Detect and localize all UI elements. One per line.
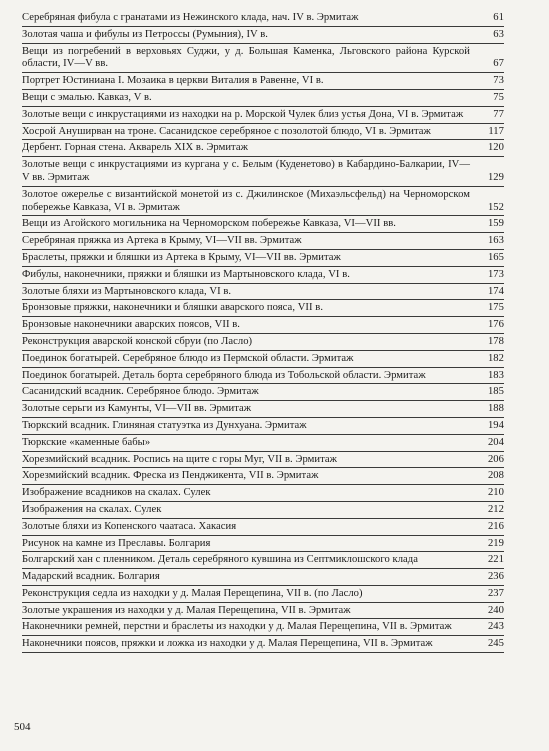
entry-caption: Серебряная пряжка из Артека в Крыму, VI—VII вв. Эрмитаж	[22, 235, 302, 247]
entry-caption: Наконечники ремней, перстни и браслеты из находки у д. Малая Перещепина, VII в. Эрмитаж	[22, 621, 452, 633]
list-item	[22, 384, 504, 401]
entry-page-number: 117	[488, 125, 504, 137]
entry-caption: Золотые вещи с инкрустациями из кургана у с. Белым (Куденетово) в Кабардино-Балкарии, IV—V вв. Эрмитаж	[22, 159, 470, 183]
list-item	[22, 452, 504, 469]
list-item	[22, 73, 504, 90]
entry-caption: Тюркские «каменные бабы»	[22, 436, 151, 448]
list-item	[22, 468, 504, 485]
entry-page-number: 219	[487, 537, 504, 549]
entry-page-number: 194	[487, 419, 504, 431]
entry-page-number: 174	[487, 285, 504, 297]
list-item	[22, 552, 504, 569]
entry-page-number: 120	[487, 142, 504, 154]
list-item	[22, 435, 504, 452]
entry-page-number: 245	[487, 638, 504, 650]
entry-caption: Мадарский всадник. Болгария	[22, 571, 160, 583]
list-item	[22, 519, 504, 536]
list-item	[22, 140, 504, 157]
entry-page-number: 221	[487, 554, 504, 566]
entry-page-number: 210	[487, 487, 504, 499]
entry-caption: Изображение всадников на скалах. Сулек	[22, 487, 211, 499]
entry-caption: Вещи из Агойского могильника на Черноморском побережье Кавказа, VI—VII вв.	[22, 218, 397, 230]
list-item	[22, 351, 504, 368]
list-item	[22, 569, 504, 586]
entry-caption: Фибулы, наконечники, пряжки и бляшки из Мартыновского клада, VI в.	[22, 268, 350, 280]
entry-page-number: 175	[487, 302, 504, 314]
list-item	[22, 418, 504, 435]
entry-page-number: 206	[487, 453, 504, 465]
list-item	[22, 187, 504, 217]
entry-page-number: 243	[487, 621, 504, 633]
list-item	[22, 90, 504, 107]
list-item	[22, 44, 504, 74]
entry-page-number: 183	[487, 369, 504, 381]
list-item	[22, 216, 504, 233]
list-item	[22, 10, 504, 27]
entry-page-number: 236	[487, 571, 504, 583]
entry-page-number: 176	[487, 319, 504, 331]
entry-caption: Изображения на скалах. Сулек	[22, 503, 162, 515]
entry-page-number: 163	[487, 235, 504, 247]
list-item	[22, 401, 504, 418]
entry-caption: Браслеты, пряжки и бляшки из Артека в Крыму, VI—VII вв. Эрмитаж	[22, 251, 341, 263]
entry-caption: Реконструкция седла из находки у д. Малая Перещепина, VII в. (по Ласло)	[22, 587, 363, 599]
list-item	[22, 368, 504, 385]
entry-caption: Хосрой Ануширван на троне. Сасанидское серебряное с позолотой блюдо, VI в. Эрмитаж	[22, 125, 431, 137]
entry-page-number: 212	[487, 503, 504, 515]
list-item	[22, 502, 504, 519]
illustrations-list	[22, 10, 504, 653]
entry-caption: Поединок богатырей. Серебряное блюдо из Пермской области. Эрмитаж	[22, 352, 354, 364]
entry-caption: Бронзовые наконечники аварских поясов, VII в.	[22, 319, 240, 331]
list-item	[22, 267, 504, 284]
list-item	[22, 107, 504, 124]
entry-page-number: 208	[487, 470, 504, 482]
list-item	[22, 27, 504, 44]
entry-caption: Золотая чаша и фибулы из Петроссы (Румыния), IV в.	[22, 28, 269, 40]
entry-caption: Поединок богатырей. Деталь борта серебряного блюда из Тобольской области. Эрмитаж	[22, 369, 426, 381]
page-number: 504	[14, 721, 31, 733]
entry-page-number: 67	[493, 58, 504, 70]
entry-caption: Портрет Юстиниана I. Мозаика в церкви Виталия в Равенне, VI в.	[22, 75, 324, 87]
entry-caption: Тюркский всадник. Глиняная статуэтка из Дунхуана. Эрмитаж	[22, 419, 307, 431]
list-item	[22, 603, 504, 620]
entry-page-number: 73	[493, 75, 504, 87]
entry-caption: Хорезмийский всадник. Роспись на щите с горы Муг, VII в. Эрмитаж	[22, 453, 338, 465]
entry-caption: Рисунок на камне из Преславы. Болгария	[22, 537, 211, 549]
entry-page-number: 129	[487, 171, 504, 183]
entry-caption: Золотые бляхи из Копенского чаатаса. Хакасия	[22, 520, 237, 532]
list-item	[22, 619, 504, 636]
list-item	[22, 250, 504, 267]
list-item	[22, 636, 504, 653]
entry-caption: Бронзовые пряжки, наконечники и бляшки аварского пояса, VII в.	[22, 302, 324, 314]
entry-page-number: 237	[487, 587, 504, 599]
entry-page-number: 173	[487, 268, 504, 280]
entry-caption: Золотые украшения из находки у д. Малая Перещепина, VII в. Эрмитаж	[22, 604, 351, 616]
entry-caption: Наконечники поясов, пряжки и ложка из находки у д. Малая Перещепина, VII в. Эрмитаж	[22, 638, 433, 650]
entry-caption: Вещи с эмалью. Кавказ, V в.	[22, 91, 152, 103]
list-item	[22, 300, 504, 317]
entry-page-number: 165	[487, 251, 504, 263]
list-item	[22, 317, 504, 334]
entry-page-number: 204	[487, 436, 504, 448]
entry-caption: Хорезмийский всадник. Фреска из Пенджикента, VII в. Эрмитаж	[22, 470, 319, 482]
entry-page-number: 63	[493, 28, 504, 40]
entry-page-number: 182	[487, 352, 504, 364]
entry-caption: Золотые вещи с инкрустациями из находки на р. Морской Чулек близ устья Дона, VI в. Эрмитаж	[22, 108, 464, 120]
entry-caption: Дербент. Горная стена. Акварель XIX в. Эрмитаж	[22, 142, 248, 154]
entry-page-number: 152	[487, 201, 504, 213]
entry-caption: Сасанидский всадник. Серебряное блюдо. Эрмитаж	[22, 386, 259, 398]
entry-page-number: 178	[487, 335, 504, 347]
entry-caption: Болгарский хан с пленником. Деталь серебряного кувшина из Септмиклошского клада	[22, 554, 418, 566]
entry-caption: Золотые бляхи из Мартыновского клада, VI в.	[22, 285, 232, 297]
list-item	[22, 586, 504, 603]
list-item	[22, 233, 504, 250]
entry-caption: Серебряная фибула с гранатами из Нежинского клада, нач. IV в. Эрмитаж	[22, 12, 359, 23]
entry-page-number: 185	[487, 386, 504, 398]
list-item	[22, 334, 504, 351]
entry-page-number: 240	[487, 604, 504, 616]
entry-page-number: 61	[493, 12, 504, 23]
entry-caption: Золотое ожерелье с византийской монетой из с. Джилинское (Михаэльсфельд) на Черноморском побережье Кавказа, VI в. Эрмитаж	[22, 188, 470, 213]
list-item	[22, 284, 504, 301]
list-item	[22, 536, 504, 553]
list-item	[22, 485, 504, 502]
entry-page-number: 216	[487, 520, 504, 532]
entry-page-number: 188	[487, 403, 504, 415]
list-item	[22, 124, 504, 141]
entry-page-number: 159	[487, 218, 504, 230]
entry-caption: Реконструкция аварской конской сбруи (по Ласло)	[22, 335, 253, 347]
entry-caption: Золотые серьги из Камунты, VI—VII вв. Эрмитаж	[22, 403, 252, 415]
entry-page-number: 75	[493, 91, 504, 103]
entry-page-number: 77	[493, 108, 504, 120]
entry-caption: Вещи из погребений в верховьях Суджи, у д. Большая Каменка, Льговского района Курской области, IV—V вв.	[22, 45, 470, 70]
list-item	[22, 157, 504, 187]
